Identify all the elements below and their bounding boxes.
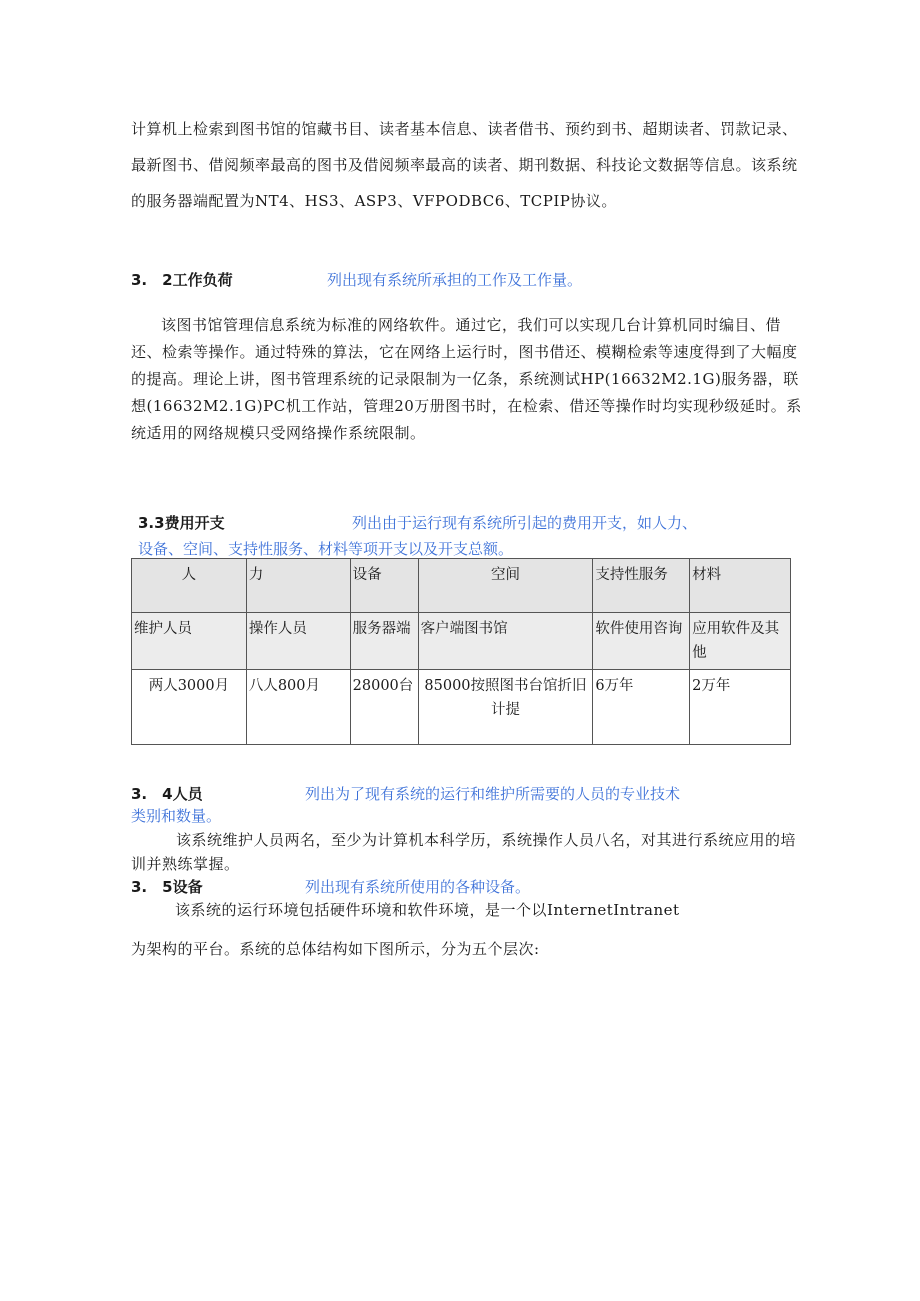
- section-3-5-body-line2: [131, 936, 811, 962]
- body-line: 该系统的运行环境包括硬件环境和软件环境，是一个以InternetIntranet: [175, 901, 680, 919]
- table-cell: 2万年: [690, 670, 791, 745]
- table-cell: 服务器端: [350, 613, 418, 670]
- section-note-continued: 类别和数量。: [131, 807, 222, 825]
- body-line: 统适用的网络规模只受网络操作系统限制。: [131, 424, 426, 442]
- section-note-continued: 设备、空间、支持性服务、材料等项开支以及开支总额。: [138, 540, 514, 558]
- body-line: 该图书馆管理信息系统为标准的网络软件。通过它，我们可以实现几台计算机同时编目、借: [161, 316, 782, 334]
- table-cell: 操作人员: [246, 613, 350, 670]
- table-cell: 软件使用咨询: [593, 613, 690, 670]
- table-cell: 客户端图书馆: [418, 613, 593, 670]
- table-cell: 维护人员: [132, 613, 247, 670]
- section-3-4-body: [131, 828, 811, 876]
- section-3-2-body: [131, 312, 811, 447]
- table-cell: 八人800月: [246, 670, 350, 745]
- table-header-cell: 设备: [350, 559, 418, 613]
- cost-table: [131, 558, 791, 745]
- table-header-cell: 空间: [418, 559, 593, 613]
- table-header-cell: 人: [132, 559, 247, 613]
- section-note: 列出由于运行现有系统所引起的费用开支，如人力、: [352, 514, 698, 532]
- body-line: 还、检索等操作。通过特殊的算法，它在网络上运行时，图书借还、模糊检索等速度得到了大幅度: [131, 343, 798, 361]
- table-cell: 28000台: [350, 670, 418, 745]
- body-line: 的提高。理论上讲，图书管理系统的记录限制为一亿条，系统测试HP(16632M2.1G)服务器，联: [131, 370, 799, 388]
- body-line: 为架构的平台。系统的总体结构如下图所示，分为五个层次:: [131, 940, 540, 958]
- section-number: 3. 4: [131, 785, 173, 803]
- section-number: 3. 2: [131, 271, 173, 289]
- table-header-cell: 支持性服务: [593, 559, 690, 613]
- table-cell: 两人3000月: [132, 670, 247, 745]
- section-number: 3.3: [138, 514, 165, 532]
- section-note: 列出现有系统所使用的各种设备。: [305, 878, 531, 896]
- body-line: 训并熟练掌握。: [131, 855, 240, 873]
- table-header-cell: 力: [246, 559, 350, 613]
- section-heading-3-3: [138, 511, 798, 535]
- section-3-5-body-line1: [131, 897, 811, 923]
- section-title: 设备: [172, 878, 203, 896]
- intro-line: 最新图书、借阅频率最高的图书及借阅频率最高的读者、期刊数据、科技论文数据等信息。该系统: [131, 156, 798, 174]
- table-cell: 应用软件及其他: [690, 613, 791, 670]
- section-title: 工作负荷: [172, 271, 233, 289]
- section-heading-3-5: [131, 875, 811, 899]
- section-title: 费用开支: [164, 514, 225, 532]
- section-heading-3-4: [131, 782, 811, 806]
- table-header-row: [132, 559, 791, 613]
- table-row: [132, 670, 791, 745]
- section-number: 3. 5: [131, 878, 173, 896]
- table-cell: 85000按照图书台馆折旧计提: [418, 670, 593, 745]
- body-line: 该系统维护人员两名，至少为计算机本科学历，系统操作人员八名，对其进行系统应用的培: [176, 831, 797, 849]
- table-cell: 6万年: [593, 670, 690, 745]
- table-subheader-row: [132, 613, 791, 670]
- intro-paragraph: [131, 114, 811, 216]
- section-note: 列出为了现有系统的运行和维护所需要的人员的专业技术: [305, 785, 681, 803]
- section-heading-3-2: [131, 268, 811, 292]
- intro-line: 的服务器端配置为NT4、HS3、ASP3、VFPODBC6、TCPIP协议。: [131, 192, 617, 210]
- section-note: 列出现有系统所承担的工作及工作量。: [327, 271, 583, 289]
- section-title: 人员: [172, 785, 203, 803]
- table-header-cell: 材料: [690, 559, 791, 613]
- intro-line: 计算机上检索到图书馆的馆藏书目、读者基本信息、读者借书、预约到书、超期读者、罚款记录、: [131, 120, 798, 138]
- body-line: 想(16632M2.1G)PC机工作站，管理20万册图书时，在检索、借还等操作时均实现秒级延时。系: [131, 397, 802, 415]
